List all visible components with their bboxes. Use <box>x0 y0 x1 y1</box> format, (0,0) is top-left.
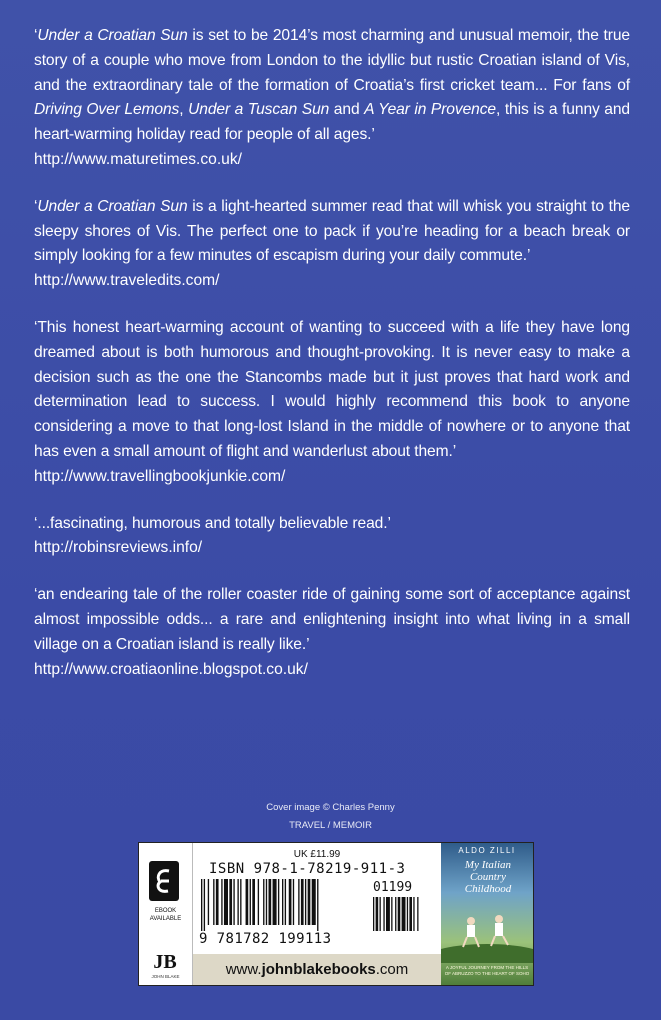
cover-image-credit: Cover image © Charles Penny <box>266 802 395 813</box>
addon-bar <box>402 897 406 931</box>
publisher-logo: JB <box>153 951 177 973</box>
addon-bar <box>413 897 414 931</box>
addon-bar <box>407 897 408 931</box>
barcode-bar <box>282 879 283 925</box>
publisher-website[interactable] <box>193 954 441 985</box>
quote-text: is a light-hearted summer read that will whisk you straight to the sleepy shores of Vis. The perfect one to pack if you’re heading for a beach break or simply looking for a few minutes of escapism during your daily commute.’ <box>34 197 630 265</box>
barcode-bar <box>269 879 272 925</box>
quote-text: , <box>179 101 189 119</box>
barcode-bar <box>201 879 202 931</box>
website-suffix: .com <box>375 961 409 978</box>
promo-book-cover <box>441 843 533 985</box>
ean-number: 9 781782 199113 <box>199 931 332 947</box>
barcode-panel <box>138 842 534 986</box>
barcode-bar <box>263 879 264 925</box>
addon-bar <box>383 897 384 931</box>
review-item <box>34 24 630 173</box>
review-quote <box>34 512 630 537</box>
review-source-link[interactable]: http://www.maturetimes.co.uk/ <box>34 150 242 168</box>
barcode-bar <box>224 879 228 925</box>
promo-author: ALDO ZILLI <box>458 846 516 855</box>
review-quote <box>34 24 630 148</box>
quote-text: ‘an endearing tale of the roller coaster ride of gaining some sort of acceptance against almost impossible odds... a rare and enlightening insight into what living in a small village on a Croatian island is really like.’ <box>34 586 630 653</box>
addon-bar <box>373 897 374 931</box>
barcode-bar <box>278 879 279 925</box>
quote-text: ‘ <box>34 27 38 44</box>
barcode-bar <box>289 879 292 925</box>
barcode-bar <box>258 879 259 925</box>
barcode-bar <box>301 879 304 925</box>
barcode-bar <box>221 879 222 925</box>
review-quote <box>34 316 630 465</box>
website-domain: johnblakebooks <box>261 961 376 978</box>
barcode-area <box>193 843 441 953</box>
promo-tagline: A JOYFUL JOURNEY FROM THE HILLS OF ABRUZZO TO THE HEART OF SOHO <box>444 965 530 976</box>
barcode-bar <box>252 879 255 925</box>
book-title: Driving Over Lemons <box>34 101 180 119</box>
addon-bar <box>380 897 381 931</box>
review-source-link[interactable]: http://robinsreviews.info/ <box>34 539 203 557</box>
quote-text: , this is a funny and heart-warming holiday read for people of all ages.’ <box>34 101 631 144</box>
quote-text: ‘ <box>34 197 38 215</box>
barcode-bar <box>312 879 316 925</box>
book-title: Under a Tuscan Sun <box>188 101 330 119</box>
barcode-bar <box>266 879 267 925</box>
review-item <box>34 195 630 294</box>
book-title: Under a Croatian Sun <box>37 27 188 44</box>
quote-text: ‘...fascinating, humorous and totally believable read.’ <box>34 514 391 532</box>
book-title: A Year in Provence <box>364 101 496 119</box>
barcode-bar <box>216 879 219 925</box>
barcode-bar <box>298 879 299 925</box>
barcode-bar <box>213 879 214 925</box>
barcode-bar <box>204 879 205 931</box>
review-quote <box>34 195 630 269</box>
barcode-bar <box>308 879 311 925</box>
isbn-number: ISBN 978-1-78219-911-3 <box>209 861 406 877</box>
barcode-bar <box>293 879 294 925</box>
quote-text: is set to be 2014’s most charming and unusual memoir, the true story of a couple who move from London to the idyllic but rustic Croatian island of Vis, and the extraordinary tale of the formation of Croatia’s first cricket team... For fans of <box>34 27 630 94</box>
barcode-bar <box>233 879 234 925</box>
ebook-icon <box>149 861 179 901</box>
addon-bar <box>417 897 418 931</box>
ebook-available-label: EBOOK AVAILABLE <box>149 908 182 922</box>
addon-bar <box>386 897 390 931</box>
publisher-column <box>139 843 193 985</box>
review-source-link[interactable]: http://www.travellingbookjunkie.com/ <box>34 467 286 485</box>
review-item <box>34 316 630 490</box>
quote-text: and <box>329 101 365 119</box>
addon-bar <box>391 897 392 931</box>
addon-bar <box>398 897 401 931</box>
barcode-bar <box>240 879 241 925</box>
review-quote <box>34 583 630 657</box>
promo-cover-illustration <box>441 903 533 963</box>
barcode-bar <box>237 879 238 925</box>
addon-bar <box>409 897 412 931</box>
review-source-link[interactable]: http://www.croatiaonline.blogspot.co.uk/ <box>34 660 308 678</box>
barcode-bar <box>250 879 251 925</box>
book-title: Under a Croatian Sun <box>37 197 188 215</box>
promo-title: My Italian Country Childhood <box>464 859 512 895</box>
website-prefix: www. <box>225 961 262 978</box>
barcode-bar <box>317 879 318 931</box>
review-item <box>34 512 630 562</box>
review-source-link[interactable]: http://www.traveledits.com/ <box>34 272 220 290</box>
barcode-bar <box>208 879 209 925</box>
quote-text: ‘This honest heart-warming account of wanting to succeed with a life they have long dreamed about is both humorous and thought-provoking. It is never easy to make a decision such as the one the Stancombs made but it just proves that hard work and determination lead to success. I would highly recommend this book to anyone considering a move to that long-lost Island in the middle of nowhere or to anyone that has even a small amount of flight and wanderlust about them.’ <box>34 318 630 460</box>
addon-bar <box>376 897 379 931</box>
barcode-bar <box>246 879 249 925</box>
barcode-bar <box>305 879 306 925</box>
review-item <box>34 583 630 682</box>
category-label: TRAVEL / MEMOIR <box>289 820 372 831</box>
addon-bar <box>395 897 396 931</box>
barcode-bar <box>273 879 277 925</box>
price-label: UK £11.99 <box>293 849 341 860</box>
barcode-bar <box>229 879 232 925</box>
publisher-logo-subtitle: JOHN BLAKE <box>151 974 180 979</box>
barcode-bar <box>285 879 286 925</box>
addon-code: 01199 <box>373 880 413 895</box>
reviews-section <box>34 24 630 704</box>
